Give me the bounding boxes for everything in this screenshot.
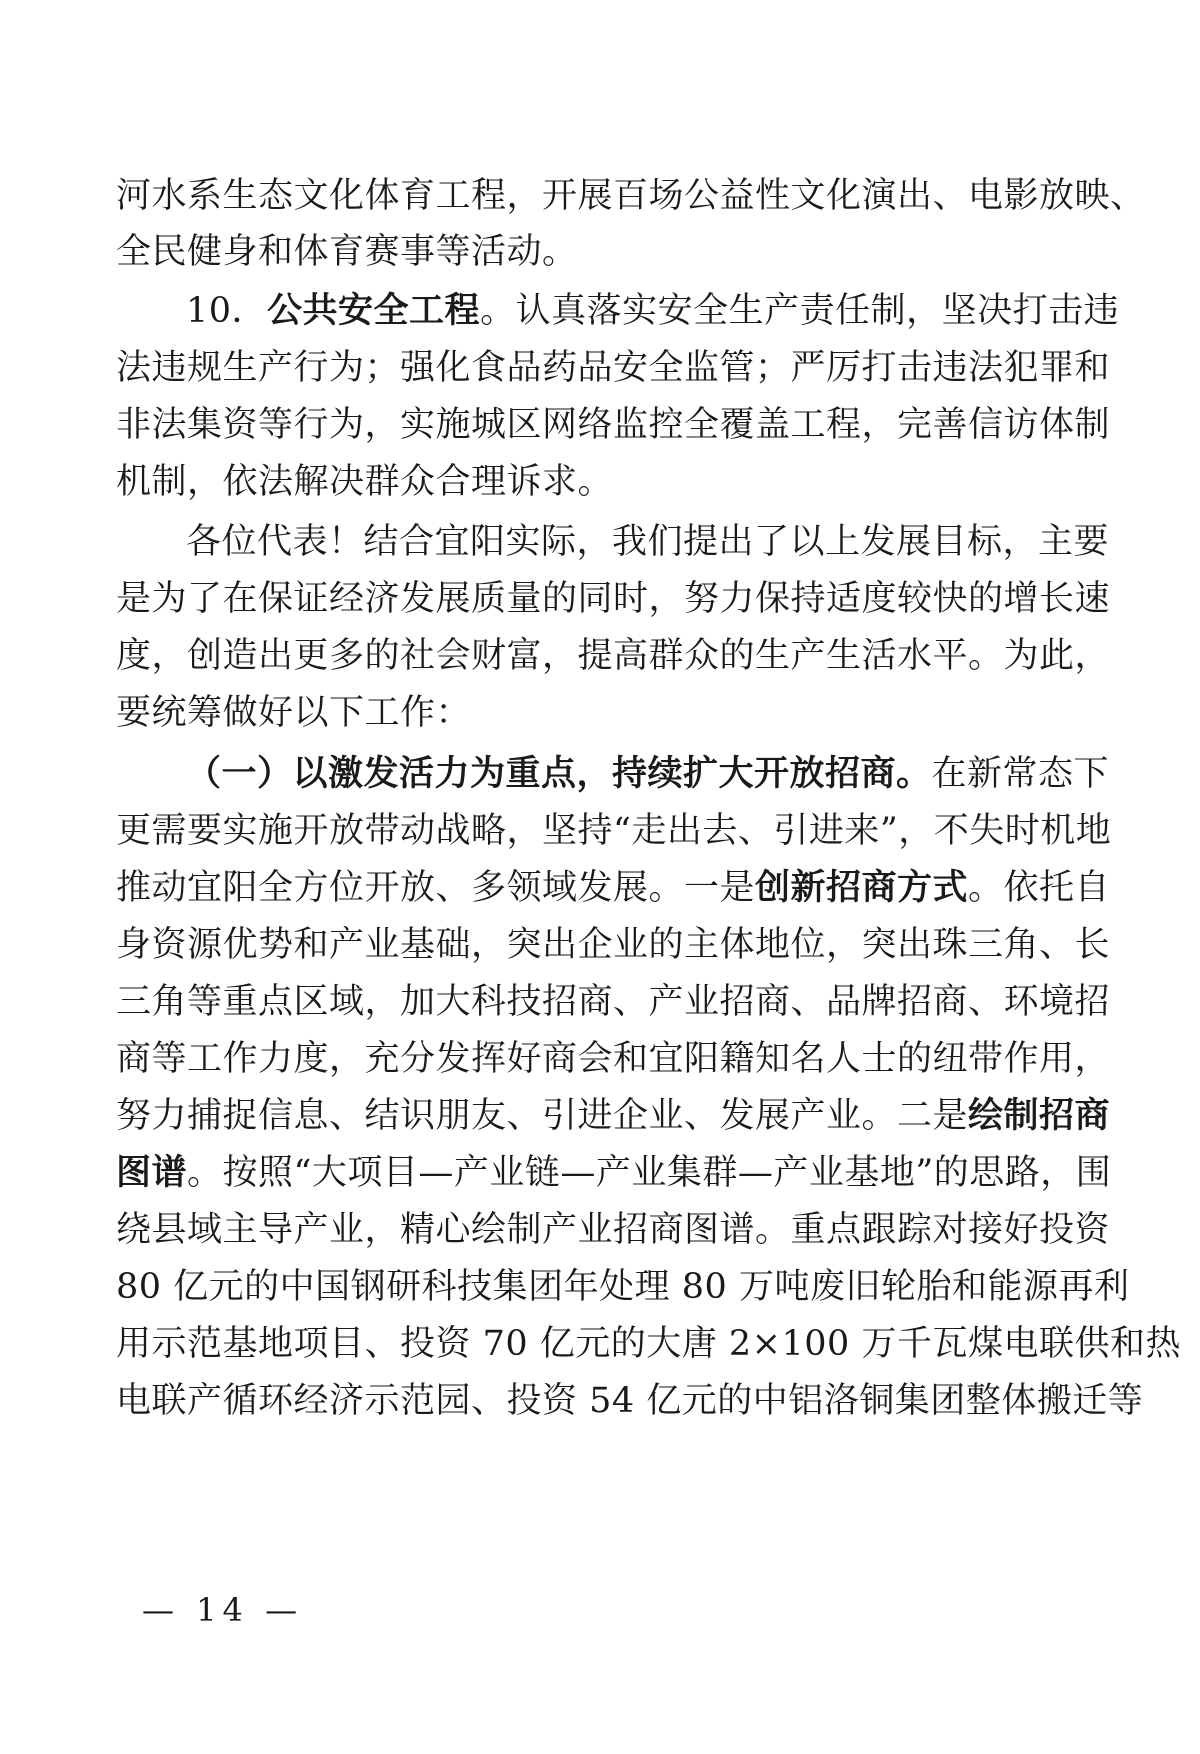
text-line <box>116 1199 1111 1261</box>
text-line <box>116 625 1111 687</box>
text-segment: 绕县域主导产业，精心绘制产业招商图谱。重点跟踪对接好投资 <box>116 1210 1111 1250</box>
text-line <box>116 165 1146 227</box>
text-line <box>116 800 1112 862</box>
text-segment: 。依托自 <box>968 868 1111 908</box>
text-segment: 身资源优势和产业基础，突出企业的主体地位，突出珠三角、长 <box>116 925 1111 965</box>
text-segment: 推动宜阳全方位开放、多领域发展。一是 <box>116 868 756 908</box>
text-segment: 河水系生态文化体育工程，开展百场公益性文化演出、电影放映、 <box>116 176 1146 216</box>
text-segment: 。认真落实安全生产责任制，坚决打击违 <box>480 291 1120 331</box>
text-segment: 80 亿元的中国钢研科技集团年处理 80 万吨废旧轮胎和能源再利 <box>116 1267 1130 1307</box>
text-segment: 是为了在保证经济发展质量的同时，努力保持适度较快的增长速 <box>116 579 1111 619</box>
text-segment: 努力捕捉信息、结识朋友、引进企业、发展产业。二是 <box>116 1096 969 1136</box>
text-segment: 10． <box>186 291 268 331</box>
text-segment: 三角等重点区域，加大科技招商、产业招商、品牌招商、环境招 <box>116 982 1111 1022</box>
text-line <box>186 280 1120 342</box>
text-line <box>116 1142 1112 1204</box>
bold-text-segment: 图谱 <box>116 1152 188 1193</box>
text-segment: 。按照“大项目—产业链—产业集群—产业基地”的思路，围 <box>187 1153 1112 1193</box>
bold-text-segment: 创新招商方式 <box>755 867 969 908</box>
text-segment: 用示范基地项目、投资 70 亿元的大唐 2×100 万千瓦煤电联供和热 <box>116 1324 1181 1364</box>
text-line <box>116 394 1111 456</box>
text-line <box>116 857 1111 919</box>
text-line <box>116 1028 1111 1090</box>
bold-text-segment: （一）以激发活力为重点，持续扩大开放招商。 <box>186 753 932 794</box>
text-line <box>116 568 1111 630</box>
text-line <box>116 221 1081 283</box>
text-line <box>116 337 1111 399</box>
text-segment: 各位代表！结合宜阳实际，我们提出了以上发展目标，主要 <box>186 522 1110 562</box>
text-segment: 全民健身和体育赛事等活动。 <box>116 232 578 272</box>
text-line <box>116 451 1081 513</box>
text-segment: 电联产循环经济示范园、投资 54 亿元的中铝洛铜集团整体搬迁等 <box>116 1381 1144 1421</box>
text-line <box>116 971 1111 1033</box>
text-segment: 要统筹做好以下工作： <box>116 693 472 733</box>
text-segment: 度，创造出更多的社会财富，提高群众的生产生活水平。为此， <box>116 636 1111 676</box>
bold-text-segment: 公共安全工程 <box>267 290 481 331</box>
text-line <box>186 511 1110 573</box>
text-line <box>116 1256 1130 1318</box>
text-line <box>116 1313 1181 1375</box>
text-segment: 在新常态下 <box>931 754 1110 794</box>
text-line <box>116 1370 1144 1432</box>
text-segment: 机制，依法解决群众合理诉求。 <box>116 462 614 502</box>
text-line <box>116 682 1081 744</box>
text-segment: 非法集资等行为，实施城区网络监控全覆盖工程，完善信访体制 <box>116 405 1111 445</box>
text-segment: 更需要实施开放带动战略，坚持“走出去、引进来”，不失时机地 <box>116 811 1112 851</box>
text-segment: 商等工作力度，充分发挥好商会和宜阳籍知名人士的纽带作用， <box>116 1039 1111 1079</box>
bold-text-segment: 绘制招商 <box>968 1095 1111 1136</box>
text-line <box>116 1085 1111 1147</box>
page-number: — 14 — <box>142 1591 304 1629</box>
text-segment: 法违规生产行为；强化食品药品安全监管；严厉打击违法犯罪和 <box>116 348 1111 388</box>
text-line <box>116 914 1111 976</box>
text-line <box>186 743 1110 805</box>
